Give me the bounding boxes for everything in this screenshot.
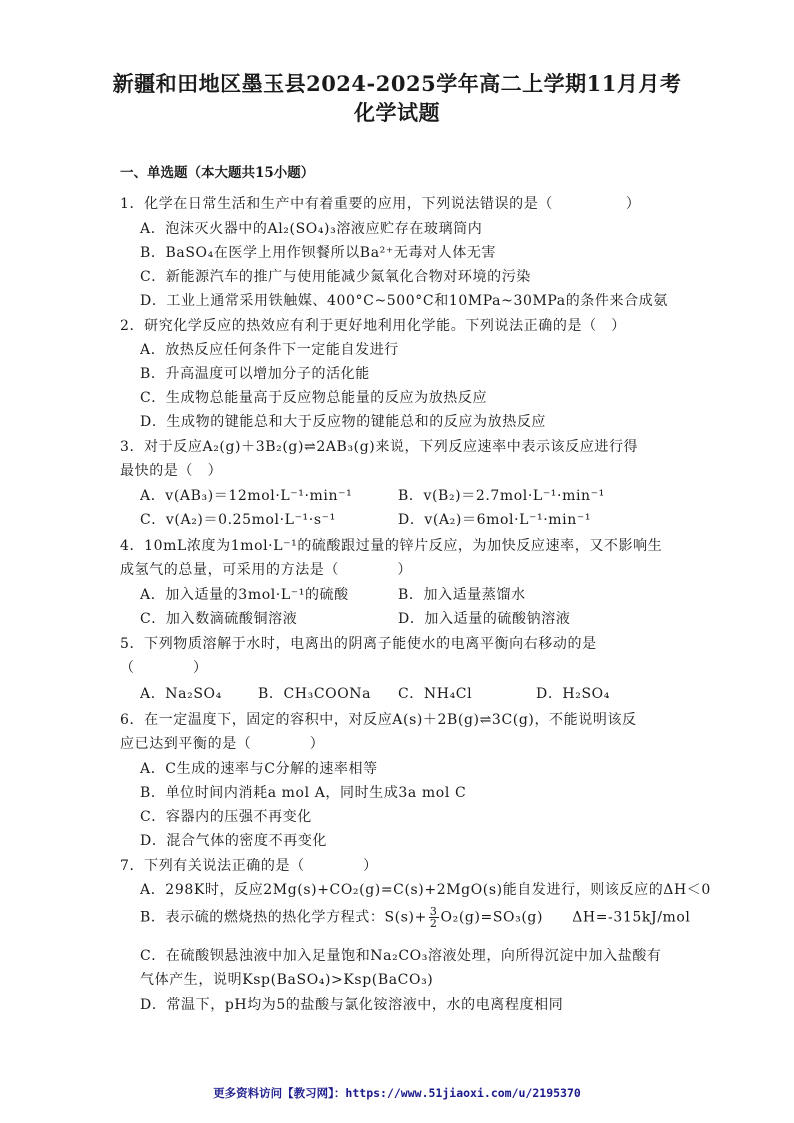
question-1-option-d: D．工业上通常采用铁触媒、400°C~500°C和10MPa~30MPa的条件来合成氨 bbox=[140, 293, 668, 309]
question-6-option-d: D．混合气体的密度不再变化 bbox=[140, 833, 328, 849]
question-6-stem: 6．在一定温度下，固定的容积中，对反应A(s)＋2B(g)⇌3C(g)，不能说明该反 bbox=[120, 712, 637, 728]
fraction bbox=[429, 906, 439, 929]
question-3-option-b: B．v(B₂)＝2.7mol·L⁻¹·min⁻¹ bbox=[398, 488, 605, 504]
question-6-option-b: B．单位时间内消耗a mol A，同时生成3a mol C bbox=[140, 785, 467, 801]
question-3-option-d: D．v(A₂)＝6mol·L⁻¹·min⁻¹ bbox=[398, 512, 592, 528]
exam-subtitle: 化学试题 bbox=[354, 100, 440, 125]
question-6-option-c: C．容器内的压强不再变化 bbox=[140, 809, 312, 825]
question-4-option-d: D．加入适量的硫酸钠溶液 bbox=[398, 611, 571, 627]
question-7-stem: 7．下列有关说法正确的是（ ） bbox=[120, 858, 378, 874]
question-5-option-c: C．NH₄Cl bbox=[398, 686, 473, 702]
question-4-option-b: B．加入适量蒸馏水 bbox=[398, 587, 526, 603]
question-3-option-c: C．v(A₂)＝0.25mol·L⁻¹·s⁻¹ bbox=[140, 512, 336, 528]
question-5-option-d: D．H₂SO₄ bbox=[536, 686, 610, 702]
question-1-option-b: B．BaSO₄在医学上用作钡餐所以Ba²⁺无毒对人体无害 bbox=[140, 245, 497, 261]
footer-link[interactable]: 更多资料访问【教习网】：https://www.51jiaoxi.com/u/2195370 bbox=[213, 1086, 581, 1100]
question-5-option-b: B．CH₃COONa bbox=[258, 686, 372, 702]
question-4-stem-cont: 成氢气的总量，可采用的方法是（ ） bbox=[120, 562, 412, 578]
question-7-option-b bbox=[140, 906, 691, 929]
question-2-stem: 2．研究化学反应的热效应有利于更好地利用化学能。下列说法正确的是（ ） bbox=[120, 318, 626, 334]
question-3-stem-cont: 最快的是（ ） bbox=[120, 463, 223, 479]
question-1-option-c: C．新能源汽车的推广与使用能减少氮氧化合物对环境的污染 bbox=[140, 269, 531, 285]
question-1-stem: 1．化学在日常生活和生产中有着重要的应用，下列说法错误的是（ ） bbox=[120, 196, 641, 212]
question-7-option-b-suffix: O₂(g)=SO₃(g) ΔH=-315kJ/mol bbox=[440, 909, 691, 926]
question-7-option-c-cont: 气体产生，说明Ksp(BaSO₄)>Ksp(BaCO₃) bbox=[140, 972, 434, 988]
question-2-option-c: C．生成物总能量高于反应物总能量的反应为放热反应 bbox=[140, 390, 488, 406]
question-4-stem: 4．10mL浓度为1mol·L⁻¹的硫酸跟过量的锌片反应，为加快反应速率，又不影响生 bbox=[120, 538, 663, 554]
question-3-stem: 3．对于反应A₂(g)＋3B₂(g)⇌2AB₃(g)来说，下列反应速率中表示该反应进行得 bbox=[120, 439, 639, 455]
question-2-option-b: B．升高温度可以增加分子的活化能 bbox=[140, 366, 370, 382]
fraction-numerator: 3 bbox=[429, 905, 438, 918]
question-7-option-b-prefix: B．表示硫的燃烧热的热化学方程式：S(s)+ bbox=[140, 909, 427, 926]
question-3-option-a: A．v(AB₃)＝12mol·L⁻¹·min⁻¹ bbox=[140, 488, 353, 504]
question-6-option-a: A．C生成的速率与C分解的速率相等 bbox=[140, 761, 378, 777]
section-heading: 一、单选题（本大题共15小题） bbox=[120, 165, 315, 181]
question-5-stem-cont: （ ） bbox=[120, 660, 208, 676]
question-6-stem-cont: 应已达到平衡的是（ ） bbox=[120, 736, 325, 752]
question-5-option-a: A．Na₂SO₄ bbox=[140, 686, 222, 702]
question-7-option-a: A．298K时，反应2Mg(s)+CO₂(g)=C(s)+2MgO(s)能自发进行，则该反应的ΔH＜0 bbox=[140, 882, 711, 898]
question-4-option-c: C．加入数滴硫酸铜溶液 bbox=[140, 611, 298, 627]
question-5-stem: 5．下列物质溶解于水时，电离出的阴离子能使水的电离平衡向右移动的是 bbox=[120, 636, 597, 652]
fraction-denominator: 2 bbox=[429, 917, 438, 930]
exam-title: 新疆和田地区墨玉县2024-2025学年高二上学期11月月考 bbox=[112, 71, 682, 96]
question-4-option-a: A．加入适量的3mol·L⁻¹的硫酸 bbox=[140, 587, 349, 603]
question-7-option-c: C．在硫酸钡悬浊液中加入足量饱和Na₂CO₃溶液处理，向所得沉淀中加入盐酸有 bbox=[140, 948, 662, 964]
question-2-option-a: A．放热反应任何条件下一定能自发进行 bbox=[140, 342, 399, 358]
question-1-option-a: A．泡沫灭火器中的Al₂(SO₄)₃溶液应贮存在玻璃筒内 bbox=[140, 221, 483, 237]
question-7-option-d: D．常温下，pH均为5的盐酸与氯化铵溶液中，水的电离程度相同 bbox=[140, 997, 564, 1013]
question-2-option-d: D．生成物的键能总和大于反应物的键能总和的反应为放热反应 bbox=[140, 414, 547, 430]
